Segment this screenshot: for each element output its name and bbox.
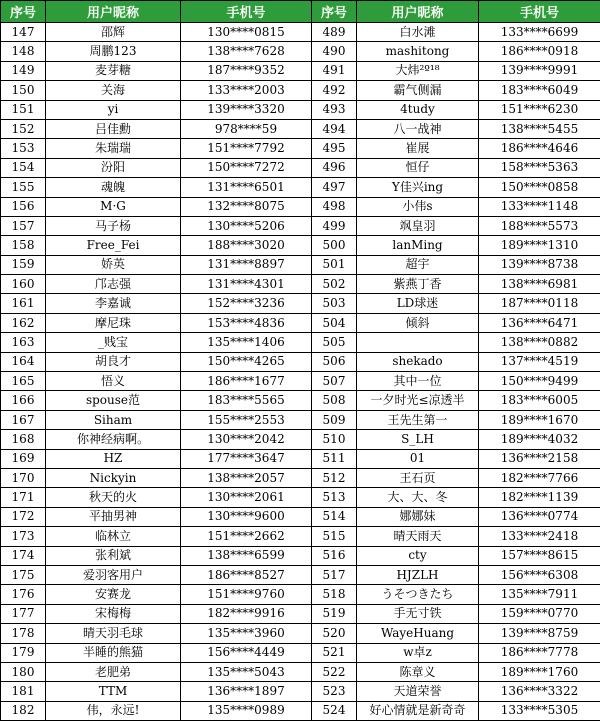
cell-index: 178 xyxy=(1,624,46,643)
cell-phone: 151****7792 xyxy=(181,139,312,158)
cell-phone: 186****1677 xyxy=(181,372,312,391)
cell-nickname: 李嘉诚 xyxy=(46,294,181,313)
cell-nickname: TTM xyxy=(46,682,181,701)
cell-phone: 130****5206 xyxy=(181,216,312,235)
table-row xyxy=(1,236,600,255)
cell-nickname: 手无寸铁 xyxy=(357,604,479,623)
cell-nickname: 你神经病啊。 xyxy=(46,430,181,449)
cell-phone: 138****0882 xyxy=(479,333,600,352)
cell-nickname: Free_Fei xyxy=(46,236,181,255)
cell-nickname: 晴天雨天 xyxy=(357,527,479,546)
cell-nickname: 八一战神 xyxy=(357,119,479,138)
cell-phone: 137****4519 xyxy=(479,352,600,371)
cell-nickname: yi xyxy=(46,100,181,119)
cell-index: 509 xyxy=(312,410,357,429)
cell-nickname: Nickyin xyxy=(46,468,181,487)
cell-index: 160 xyxy=(1,275,46,294)
cell-phone: 138****6981 xyxy=(479,275,600,294)
cell-phone: 151****2662 xyxy=(181,527,312,546)
cell-nickname: 平抽男神 xyxy=(46,507,181,526)
cell-index: 173 xyxy=(1,527,46,546)
cell-phone: 132****8075 xyxy=(181,197,312,216)
cell-nickname: 王先生第一 xyxy=(357,410,479,429)
cell-phone: 139****9991 xyxy=(479,61,600,80)
cell-index: 168 xyxy=(1,430,46,449)
cell-phone: 186****8527 xyxy=(181,565,312,584)
cell-index: 514 xyxy=(312,507,357,526)
cell-index: 175 xyxy=(1,565,46,584)
cell-nickname: 麦芽糖 xyxy=(46,61,181,80)
cell-nickname: 01 xyxy=(357,449,479,468)
cell-index: 501 xyxy=(312,255,357,274)
cell-index: 157 xyxy=(1,216,46,235)
cell-phone: 136****0774 xyxy=(479,507,600,526)
cell-index: 523 xyxy=(312,682,357,701)
cell-phone: 139****8759 xyxy=(479,624,600,643)
cell-phone: 133****1148 xyxy=(479,197,600,216)
cell-index: 502 xyxy=(312,275,357,294)
table-body xyxy=(1,23,600,721)
table-row xyxy=(1,624,600,643)
cell-phone: 130****2042 xyxy=(181,430,312,449)
table-row xyxy=(1,42,600,61)
cell-nickname: 大、大、冬 xyxy=(357,488,479,507)
cell-nickname: 临林立 xyxy=(46,527,181,546)
cell-index: 181 xyxy=(1,682,46,701)
cell-nickname: 安赛龙 xyxy=(46,585,181,604)
cell-phone: 978****59 xyxy=(181,119,312,138)
cell-phone: 135****3960 xyxy=(181,624,312,643)
cell-phone: 158****5363 xyxy=(479,158,600,177)
cell-index: 499 xyxy=(312,216,357,235)
cell-index: 503 xyxy=(312,294,357,313)
cell-nickname: 白水滩 xyxy=(357,23,479,42)
cell-nickname: 超宇 xyxy=(357,255,479,274)
cell-nickname: 紫燕丁香 xyxy=(357,275,479,294)
cell-nickname: 崔展 xyxy=(357,139,479,158)
cell-phone: 182****9916 xyxy=(181,604,312,623)
table-row xyxy=(1,61,600,80)
header-phone-right: 手机号 xyxy=(479,1,600,23)
header-nickname-right: 用户昵称 xyxy=(357,1,479,23)
cell-nickname: 爱羽客用户 xyxy=(46,565,181,584)
cell-index: 152 xyxy=(1,119,46,138)
cell-nickname: shekado xyxy=(357,352,479,371)
cell-phone: 130****9600 xyxy=(181,507,312,526)
cell-phone: 135****7911 xyxy=(479,585,600,604)
cell-phone: 182****7766 xyxy=(479,468,600,487)
cell-index: 150 xyxy=(1,81,46,100)
table-row xyxy=(1,294,600,313)
cell-index: 511 xyxy=(312,449,357,468)
cell-nickname: 其中一位 xyxy=(357,372,479,391)
cell-nickname: 关海 xyxy=(46,81,181,100)
cell-phone: 138****5455 xyxy=(479,119,600,138)
cell-index: 498 xyxy=(312,197,357,216)
cell-index: 510 xyxy=(312,430,357,449)
cell-nickname: WayeHuang xyxy=(357,624,479,643)
cell-index: 496 xyxy=(312,158,357,177)
table-row xyxy=(1,507,600,526)
cell-phone: 187****9352 xyxy=(181,61,312,80)
cell-nickname: 摩尼珠 xyxy=(46,313,181,332)
table-row xyxy=(1,643,600,662)
cell-nickname: 半睡的熊猫 xyxy=(46,643,181,662)
cell-phone: 135****5043 xyxy=(181,662,312,681)
cell-nickname: 邝志强 xyxy=(46,275,181,294)
cell-nickname: HJZLH xyxy=(357,565,479,584)
table-row xyxy=(1,468,600,487)
cell-phone: 189****4032 xyxy=(479,430,600,449)
cell-index: 158 xyxy=(1,236,46,255)
cell-nickname: うそつきたち xyxy=(357,585,479,604)
cell-index: 519 xyxy=(312,604,357,623)
cell-index: 155 xyxy=(1,178,46,197)
cell-nickname: 王石页 xyxy=(357,468,479,487)
cell-nickname: lanMing xyxy=(357,236,479,255)
cell-index: 151 xyxy=(1,100,46,119)
cell-index: 508 xyxy=(312,391,357,410)
cell-index: 516 xyxy=(312,546,357,565)
table-row xyxy=(1,275,600,294)
cell-index: 154 xyxy=(1,158,46,177)
cell-phone: 188****5573 xyxy=(479,216,600,235)
cell-index: 169 xyxy=(1,449,46,468)
cell-index: 170 xyxy=(1,468,46,487)
cell-nickname: mashitong xyxy=(357,42,479,61)
cell-phone: 139****3320 xyxy=(181,100,312,119)
cell-nickname: 胡良才 xyxy=(46,352,181,371)
cell-index: 164 xyxy=(1,352,46,371)
table-row xyxy=(1,197,600,216)
cell-index: 491 xyxy=(312,61,357,80)
table-row xyxy=(1,313,600,332)
cell-nickname: 陈章义 xyxy=(357,662,479,681)
cell-phone: 156****4449 xyxy=(181,643,312,662)
cell-nickname: 邵辉 xyxy=(46,23,181,42)
cell-phone: 186****4646 xyxy=(479,139,600,158)
table-row xyxy=(1,216,600,235)
table-row xyxy=(1,81,600,100)
cell-index: 517 xyxy=(312,565,357,584)
cell-index: 515 xyxy=(312,527,357,546)
table-row xyxy=(1,119,600,138)
cell-nickname: 大炜²º¹⁸ xyxy=(357,61,479,80)
cell-phone: 131****6501 xyxy=(181,178,312,197)
cell-index: 524 xyxy=(312,701,357,720)
cell-nickname: 好心情就是新奇奇 xyxy=(357,701,479,720)
cell-index: 179 xyxy=(1,643,46,662)
cell-index: 522 xyxy=(312,662,357,681)
cell-phone: 183****6005 xyxy=(479,391,600,410)
cell-index: 513 xyxy=(312,488,357,507)
cell-phone: 135****0989 xyxy=(181,701,312,720)
cell-nickname: 汾阳 xyxy=(46,158,181,177)
table-row xyxy=(1,100,600,119)
table-row xyxy=(1,449,600,468)
cell-phone: 136****3322 xyxy=(479,682,600,701)
cell-phone: 157****8615 xyxy=(479,546,600,565)
cell-nickname: 恒仔 xyxy=(357,158,479,177)
cell-phone: 150****7272 xyxy=(181,158,312,177)
cell-index: 147 xyxy=(1,23,46,42)
cell-nickname: 周鹏123 xyxy=(46,42,181,61)
cell-phone: 150****0858 xyxy=(479,178,600,197)
table-row xyxy=(1,333,600,352)
cell-index: 177 xyxy=(1,604,46,623)
cell-phone: 151****6230 xyxy=(479,100,600,119)
cell-index: 495 xyxy=(312,139,357,158)
cell-nickname: S_LH xyxy=(357,430,479,449)
cell-index: 171 xyxy=(1,488,46,507)
cell-nickname: 伟，永远! xyxy=(46,701,181,720)
cell-index: 493 xyxy=(312,100,357,119)
cell-phone: 139****8738 xyxy=(479,255,600,274)
cell-phone: 151****9760 xyxy=(181,585,312,604)
cell-index: 176 xyxy=(1,585,46,604)
cell-nickname: Siham xyxy=(46,410,181,429)
cell-index: 507 xyxy=(312,372,357,391)
cell-nickname: 宋梅梅 xyxy=(46,604,181,623)
cell-phone: 136****2158 xyxy=(479,449,600,468)
cell-nickname: 朱瑞瑞 xyxy=(46,139,181,158)
cell-phone: 133****6699 xyxy=(479,23,600,42)
table-row xyxy=(1,682,600,701)
cell-phone: 133****2418 xyxy=(479,527,600,546)
cell-phone: 150****4265 xyxy=(181,352,312,371)
cell-nickname: M·G xyxy=(46,197,181,216)
cell-nickname: 悟义 xyxy=(46,372,181,391)
cell-nickname: 天道荣誉 xyxy=(357,682,479,701)
cell-index: 521 xyxy=(312,643,357,662)
table-row xyxy=(1,178,600,197)
cell-phone: 136****6471 xyxy=(479,313,600,332)
cell-phone: 159****0770 xyxy=(479,604,600,623)
header-index-right: 序号 xyxy=(312,1,357,23)
header-nickname-left: 用户昵称 xyxy=(46,1,181,23)
table-row xyxy=(1,604,600,623)
cell-nickname: 秋天的火 xyxy=(46,488,181,507)
cell-phone: 131****4301 xyxy=(181,275,312,294)
cell-nickname xyxy=(357,333,479,352)
cell-phone: 177****3647 xyxy=(181,449,312,468)
cell-index: 505 xyxy=(312,333,357,352)
cell-phone: 189****1760 xyxy=(479,662,600,681)
cell-index: 494 xyxy=(312,119,357,138)
cell-index: 163 xyxy=(1,333,46,352)
table-row xyxy=(1,527,600,546)
cell-phone: 133****5305 xyxy=(479,701,600,720)
cell-phone: 189****1310 xyxy=(479,236,600,255)
cell-index: 512 xyxy=(312,468,357,487)
table-row xyxy=(1,391,600,410)
cell-index: 165 xyxy=(1,372,46,391)
cell-index: 172 xyxy=(1,507,46,526)
cell-phone: 150****9499 xyxy=(479,372,600,391)
cell-phone: 189****1670 xyxy=(479,410,600,429)
cell-index: 506 xyxy=(312,352,357,371)
cell-phone: 156****6308 xyxy=(479,565,600,584)
cell-index: 167 xyxy=(1,410,46,429)
cell-nickname: 倾斜 xyxy=(357,313,479,332)
table-row xyxy=(1,255,600,274)
cell-phone: 182****1139 xyxy=(479,488,600,507)
cell-nickname: LD球迷 xyxy=(357,294,479,313)
header-index-left: 序号 xyxy=(1,1,46,23)
cell-nickname: cty xyxy=(357,546,479,565)
cell-nickname: 飒皇羽 xyxy=(357,216,479,235)
cell-index: 166 xyxy=(1,391,46,410)
table-row xyxy=(1,23,600,42)
cell-index: 148 xyxy=(1,42,46,61)
cell-index: 161 xyxy=(1,294,46,313)
table-row xyxy=(1,565,600,584)
cell-nickname: Y佳兴ing xyxy=(357,178,479,197)
table-row xyxy=(1,158,600,177)
table-row xyxy=(1,488,600,507)
cell-nickname: 娜娜妹 xyxy=(357,507,479,526)
cell-nickname: 张利斌 xyxy=(46,546,181,565)
header-phone-left: 手机号 xyxy=(181,1,312,23)
cell-index: 182 xyxy=(1,701,46,720)
table-row xyxy=(1,430,600,449)
cell-index: 497 xyxy=(312,178,357,197)
cell-index: 504 xyxy=(312,313,357,332)
cell-index: 520 xyxy=(312,624,357,643)
cell-phone: 187****0118 xyxy=(479,294,600,313)
cell-index: 149 xyxy=(1,61,46,80)
table-row xyxy=(1,139,600,158)
cell-index: 180 xyxy=(1,662,46,681)
cell-index: 156 xyxy=(1,197,46,216)
cell-phone: 183****5565 xyxy=(181,391,312,410)
cell-index: 518 xyxy=(312,585,357,604)
header-row xyxy=(1,1,600,23)
cell-nickname: 娇英 xyxy=(46,255,181,274)
table-row xyxy=(1,352,600,371)
cell-phone: 131****8897 xyxy=(181,255,312,274)
cell-phone: 138****7628 xyxy=(181,42,312,61)
cell-nickname: w卓z xyxy=(357,643,479,662)
cell-phone: 130****0815 xyxy=(181,23,312,42)
table-row xyxy=(1,410,600,429)
table-row xyxy=(1,372,600,391)
cell-index: 489 xyxy=(312,23,357,42)
table-row xyxy=(1,662,600,681)
cell-nickname: 吕佳勳 xyxy=(46,119,181,138)
cell-phone: 186****7778 xyxy=(479,643,600,662)
cell-nickname: HZ xyxy=(46,449,181,468)
cell-nickname: 4tudy xyxy=(357,100,479,119)
cell-phone: 183****6049 xyxy=(479,81,600,100)
cell-phone: 133****2003 xyxy=(181,81,312,100)
cell-phone: 138****2057 xyxy=(181,468,312,487)
cell-index: 490 xyxy=(312,42,357,61)
cell-nickname: spouse范 xyxy=(46,391,181,410)
cell-index: 162 xyxy=(1,313,46,332)
cell-index: 492 xyxy=(312,81,357,100)
cell-nickname: 魂魄 xyxy=(46,178,181,197)
cell-nickname: 一夕时光≤凉透半 xyxy=(357,391,479,410)
cell-index: 159 xyxy=(1,255,46,274)
cell-index: 153 xyxy=(1,139,46,158)
cell-phone: 138****6599 xyxy=(181,546,312,565)
cell-phone: 188****3020 xyxy=(181,236,312,255)
cell-index: 500 xyxy=(312,236,357,255)
cell-phone: 135****1406 xyxy=(181,333,312,352)
cell-nickname: 老肥弟 xyxy=(46,662,181,681)
cell-phone: 136****1897 xyxy=(181,682,312,701)
cell-phone: 152****3236 xyxy=(181,294,312,313)
cell-phone: 153****4836 xyxy=(181,313,312,332)
cell-nickname: 晴天羽毛球 xyxy=(46,624,181,643)
cell-phone: 130****2061 xyxy=(181,488,312,507)
table-row xyxy=(1,546,600,565)
table-row xyxy=(1,585,600,604)
cell-phone: 186****0918 xyxy=(479,42,600,61)
cell-nickname: 霸气侧漏 xyxy=(357,81,479,100)
cell-nickname: 小伟s xyxy=(357,197,479,216)
cell-index: 174 xyxy=(1,546,46,565)
cell-phone: 155****2553 xyxy=(181,410,312,429)
cell-nickname: 马子杨 xyxy=(46,216,181,235)
cell-nickname: _贱宝 xyxy=(46,333,181,352)
